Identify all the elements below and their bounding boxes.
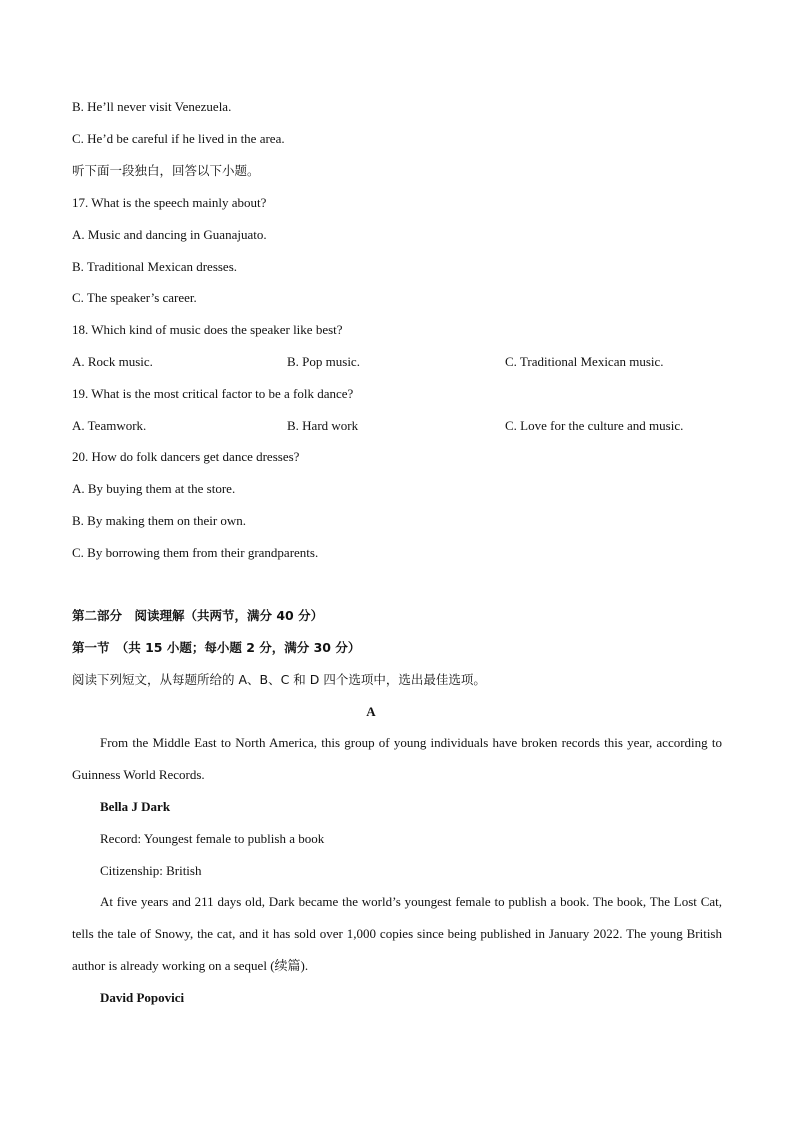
q18-stem: 18. Which kind of music does the speaker like best?: [72, 322, 343, 337]
q16-option-c: C. He’d be careful if he lived in the area.: [72, 131, 285, 146]
q18-options: [72, 354, 732, 370]
q16-option-b: B. He’ll never visit Venezuela.: [72, 99, 232, 114]
q18-option-b: B. Pop music.: [287, 354, 360, 369]
q20-option-b: B. By making them on their own.: [72, 513, 247, 528]
q17-option-a: A. Music and dancing in Guanajuato.: [72, 227, 267, 242]
q20-stem: 20. How do folk dancers get dance dresses?: [72, 449, 300, 464]
person1-body: At five years and 211 days old, Dark became the world’s youngest female to publish a book. The book, The Lost Cat, tells the tale of Snowy, the cat, and it has sold over 1,000 copies since being published in January 2022. The young British author is already working on a sequel (续篇).: [72, 894, 722, 973]
q19-option-a: A. Teamwork.: [72, 418, 147, 433]
person1-record: Record: Youngest female to publish a book: [100, 831, 325, 846]
q19-option-c: C. Love for the culture and music.: [505, 418, 684, 433]
q20-option-a: A. By buying them at the store.: [72, 481, 236, 496]
reading-section-title: 第一节 （共 15 小题；每小题 2 分，满分 30 分）: [72, 640, 361, 655]
q17-option-c: C. The speaker’s career.: [72, 290, 197, 305]
person1-citizenship: Citizenship: British: [100, 863, 202, 878]
q20-option-c: C. By borrowing them from their grandparents.: [72, 545, 319, 560]
q19-stem: 19. What is the most critical factor to be a folk dance?: [72, 386, 354, 401]
passage-label: A: [366, 704, 376, 719]
q18-option-c: C. Traditional Mexican music.: [505, 354, 664, 369]
q19-option-b: B. Hard work: [287, 418, 359, 433]
person2-name: David Popovici: [100, 990, 185, 1005]
q19-options: [72, 418, 732, 434]
person1-name: Bella J Dark: [100, 799, 171, 814]
monologue-instruction: 听下面一段独白，回答以下小题。: [72, 163, 260, 178]
passage-intro: From the Middle East to North America, this group of young individuals have broken records this year, according to Guinness World Records.: [72, 735, 722, 782]
q18-option-a: A. Rock music.: [72, 354, 153, 369]
reading-instruction: 阅读下列短文，从每题所给的 A、B、C 和 D 四个选项中，选出最佳选项。: [72, 672, 486, 687]
reading-part-title: 第二部分 阅读理解（共两节，满分 40 分）: [72, 608, 324, 623]
q17-stem: 17. What is the speech mainly about?: [72, 195, 267, 210]
q17-option-b: B. Traditional Mexican dresses.: [72, 259, 238, 274]
